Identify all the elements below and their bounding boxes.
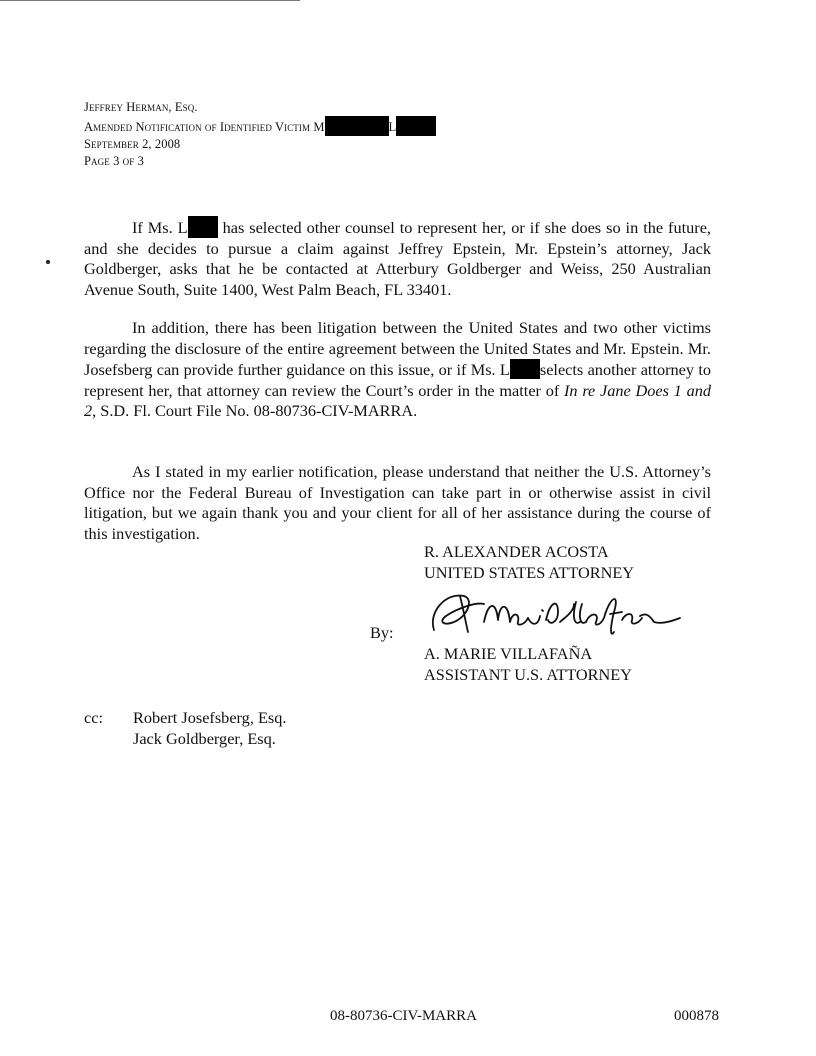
redaction-box (396, 116, 436, 136)
paragraph-closing (84, 462, 711, 544)
cc-label: cc: (84, 708, 103, 727)
signer-title: ASSISTANT U.S. ATTORNEY (424, 664, 632, 684)
by-label: By: (370, 623, 394, 642)
paragraph-text: In addition, there has been litigation between the United States and two other victims regarding the disclosure of the entire agreement between the United States and Mr. Epstein. Mr. Josefsberg can provide further guidance on this issue, or if Ms. L (84, 318, 711, 379)
paragraph-litigation (84, 318, 711, 422)
redaction-box (188, 216, 218, 238)
header-recipient: Jeffrey Herman, Esq. (84, 100, 198, 114)
header-subject-text: Amended Notification of Identified Victim M (84, 120, 325, 134)
letter-header (84, 99, 436, 170)
footer-bates-number: 000878 (674, 1008, 719, 1024)
paragraph-counsel (84, 216, 711, 300)
case-name-italic: In re Jane Does 1 and 2 (84, 380, 711, 420)
signer-block (424, 644, 632, 685)
cc-recipient: Jack Goldberger, Esq. (133, 728, 276, 748)
signer-name: A. MARIE VILLAFAÑA (424, 644, 593, 663)
paragraph-text: , S.D. Fl. Court File No. 08-80736-CIV-MARRA. (92, 401, 418, 420)
scan-edge-line (0, 0, 300, 1)
header-subject-initial: L (388, 120, 397, 134)
paragraph-text: has selected other counsel to represent her, or if she does so in the future, and she decides to pursue a claim against Jeffrey Epstein, Mr. Epstein’s attorney, Jack Goldberger, asks that he be contacted at Atterbury Goldberger and Weiss, 250 Australian Avenue South, Suite 1400, West Palm Beach, FL 33401. (84, 218, 711, 299)
redaction-box (510, 359, 540, 379)
header-subject (84, 116, 436, 136)
redaction-box (325, 116, 389, 136)
paragraph-text: As I stated in my earlier notification, please understand that neither the U.S. Attorney’s Office nor the Federal Bureau of Investigation can take part in or otherwise assist in civil litigation, but we again thank you and your client for all of her assistance during the course of this investigation. (84, 462, 711, 543)
paragraph-text: If Ms. L (132, 218, 188, 237)
us-attorney-block (424, 542, 634, 583)
cc-recipient: Robert Josefsberg, Esq. (133, 708, 287, 727)
header-date: September 2, 2008 (84, 137, 181, 151)
paragraph-text: selects another attorney to represent her, that attorney can review the Court’s order in the matter of (84, 360, 711, 400)
attorney-title: UNITED STATES ATTORNEY (424, 562, 635, 582)
footer-case-number: 08-80736-CIV-MARRA (330, 1008, 477, 1024)
attorney-name: R. ALEXANDER ACOSTA (424, 542, 609, 561)
scan-artifact-dot (46, 260, 50, 264)
handwritten-signature (424, 582, 684, 642)
cc-recipients (133, 708, 286, 749)
header-page-number: Page 3 of 3 (84, 154, 144, 168)
